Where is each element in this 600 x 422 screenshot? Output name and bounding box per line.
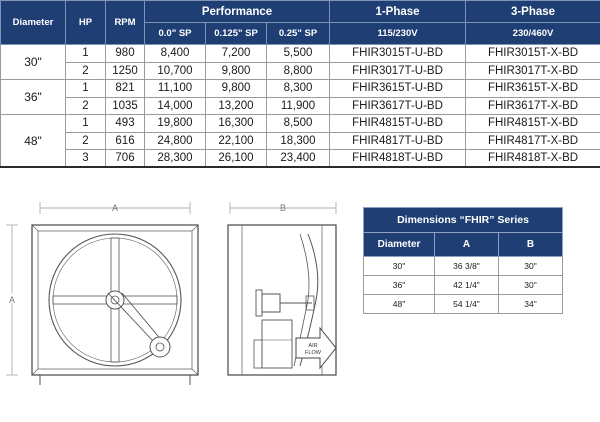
sp25-cell: 8,800 bbox=[267, 62, 330, 80]
dims-b-cell: 34" bbox=[499, 295, 563, 314]
dims-diameter-cell: 36" bbox=[364, 276, 435, 295]
col-header-diameter: Diameter bbox=[1, 1, 66, 45]
hp-cell: 1 bbox=[66, 80, 106, 98]
col-header-sp-025: 0.25" SP bbox=[267, 23, 330, 45]
table-row bbox=[1, 115, 600, 133]
sp125-cell: 26,100 bbox=[206, 150, 267, 168]
diameter-cell: 48" bbox=[1, 115, 66, 168]
table-row bbox=[1, 45, 600, 63]
sp25-cell: 8,500 bbox=[267, 115, 330, 133]
table-row bbox=[1, 62, 600, 80]
three-phase-model-cell: FHIR4818T-X-BD bbox=[466, 150, 600, 168]
one-phase-model-cell: FHIR4817T-U-BD bbox=[330, 132, 466, 150]
dims-a-cell: 36 3/8" bbox=[435, 257, 499, 276]
dims-header-b: B bbox=[499, 233, 563, 257]
one-phase-model-cell: FHIR4818T-U-BD bbox=[330, 150, 466, 168]
sp125-cell: 7,200 bbox=[206, 45, 267, 63]
rpm-cell: 706 bbox=[106, 150, 145, 168]
table-row bbox=[1, 150, 600, 168]
rpm-cell: 821 bbox=[106, 80, 145, 98]
dims-header-diameter: Diameter bbox=[364, 233, 435, 257]
col-header-sp-0125: 0.125" SP bbox=[206, 23, 267, 45]
sp125-cell: 13,200 bbox=[206, 97, 267, 115]
diameter-cell: 36" bbox=[1, 80, 66, 115]
dims-header-a: A bbox=[435, 233, 499, 257]
rpm-cell: 1035 bbox=[106, 97, 145, 115]
airflow-arrow-icon bbox=[296, 328, 336, 368]
hp-cell: 2 bbox=[66, 62, 106, 80]
hp-cell: 2 bbox=[66, 97, 106, 115]
table-row bbox=[364, 257, 563, 276]
sp0-cell: 11,100 bbox=[145, 80, 206, 98]
sp25-cell: 8,300 bbox=[267, 80, 330, 98]
rpm-cell: 493 bbox=[106, 115, 145, 133]
sp0-cell: 14,000 bbox=[145, 97, 206, 115]
dims-diameter-cell: 30" bbox=[364, 257, 435, 276]
airflow-label-flow: FLOW bbox=[305, 350, 321, 356]
sp0-cell: 19,800 bbox=[145, 115, 206, 133]
rpm-cell: 616 bbox=[106, 132, 145, 150]
sp125-cell: 22,100 bbox=[206, 132, 267, 150]
sp25-cell: 11,900 bbox=[267, 97, 330, 115]
dims-a-cell: 54 1/4" bbox=[435, 295, 499, 314]
side-depth-label: B bbox=[279, 203, 287, 213]
col-header-1-phase: 1-Phase bbox=[330, 1, 466, 23]
hp-cell: 2 bbox=[66, 132, 106, 150]
sp0-cell: 24,800 bbox=[145, 132, 206, 150]
one-phase-model-cell: FHIR3615T-U-BD bbox=[330, 80, 466, 98]
one-phase-model-cell: FHIR3617T-U-BD bbox=[330, 97, 466, 115]
sp125-cell: 16,300 bbox=[206, 115, 267, 133]
hp-cell: 1 bbox=[66, 115, 106, 133]
three-phase-model-cell: FHIR3617T-X-BD bbox=[466, 97, 600, 115]
dims-diameter-cell: 48" bbox=[364, 295, 435, 314]
sp25-cell: 18,300 bbox=[267, 132, 330, 150]
table-row bbox=[364, 295, 563, 314]
col-header-rpm: RPM bbox=[106, 1, 145, 45]
three-phase-model-cell: FHIR4817T-X-BD bbox=[466, 132, 600, 150]
col-header-hp: HP bbox=[66, 1, 106, 45]
sp0-cell: 10,700 bbox=[145, 62, 206, 80]
sp25-cell: 23,400 bbox=[267, 150, 330, 168]
col-header-sp-0: 0.0" SP bbox=[145, 23, 206, 45]
dims-a-cell: 42 1/4" bbox=[435, 276, 499, 295]
one-phase-model-cell: FHIR3015T-U-BD bbox=[330, 45, 466, 63]
one-phase-model-cell: FHIR3017T-U-BD bbox=[330, 62, 466, 80]
sp0-cell: 8,400 bbox=[145, 45, 206, 63]
sp125-cell: 9,800 bbox=[206, 80, 267, 98]
performance-table bbox=[0, 0, 600, 168]
front-view-drawing bbox=[6, 202, 198, 385]
table-row bbox=[1, 97, 600, 115]
col-header-1-phase-voltage: 115/230V bbox=[330, 23, 466, 45]
table-row bbox=[364, 276, 563, 295]
rpm-cell: 1250 bbox=[106, 62, 145, 80]
dimensions-table bbox=[363, 207, 563, 314]
table-row bbox=[1, 132, 600, 150]
diameter-cell: 30" bbox=[1, 45, 66, 80]
table-row bbox=[1, 80, 600, 98]
sp125-cell: 9,800 bbox=[206, 62, 267, 80]
front-height-label: A bbox=[8, 295, 16, 305]
rpm-cell: 980 bbox=[106, 45, 145, 63]
three-phase-model-cell: FHIR3017T-X-BD bbox=[466, 62, 600, 80]
dims-b-cell: 30" bbox=[499, 257, 563, 276]
airflow-label-air: AIR bbox=[308, 343, 318, 349]
hp-cell: 1 bbox=[66, 45, 106, 63]
three-phase-model-cell: FHIR3015T-X-BD bbox=[466, 45, 600, 63]
col-header-3-phase: 3-Phase bbox=[466, 1, 600, 23]
front-width-label: A bbox=[111, 203, 119, 213]
three-phase-model-cell: FHIR3615T-X-BD bbox=[466, 80, 600, 98]
col-header-performance: Performance bbox=[145, 1, 330, 23]
dimensions-table-title: Dimensions “FHIR” Series bbox=[364, 208, 563, 233]
three-phase-model-cell: FHIR4815T-X-BD bbox=[466, 115, 600, 133]
hp-cell: 3 bbox=[66, 150, 106, 168]
sp0-cell: 28,300 bbox=[145, 150, 206, 168]
dims-b-cell: 30" bbox=[499, 276, 563, 295]
sp25-cell: 5,500 bbox=[267, 45, 330, 63]
col-header-3-phase-voltage: 230/460V bbox=[466, 23, 600, 45]
one-phase-model-cell: FHIR4815T-U-BD bbox=[330, 115, 466, 133]
